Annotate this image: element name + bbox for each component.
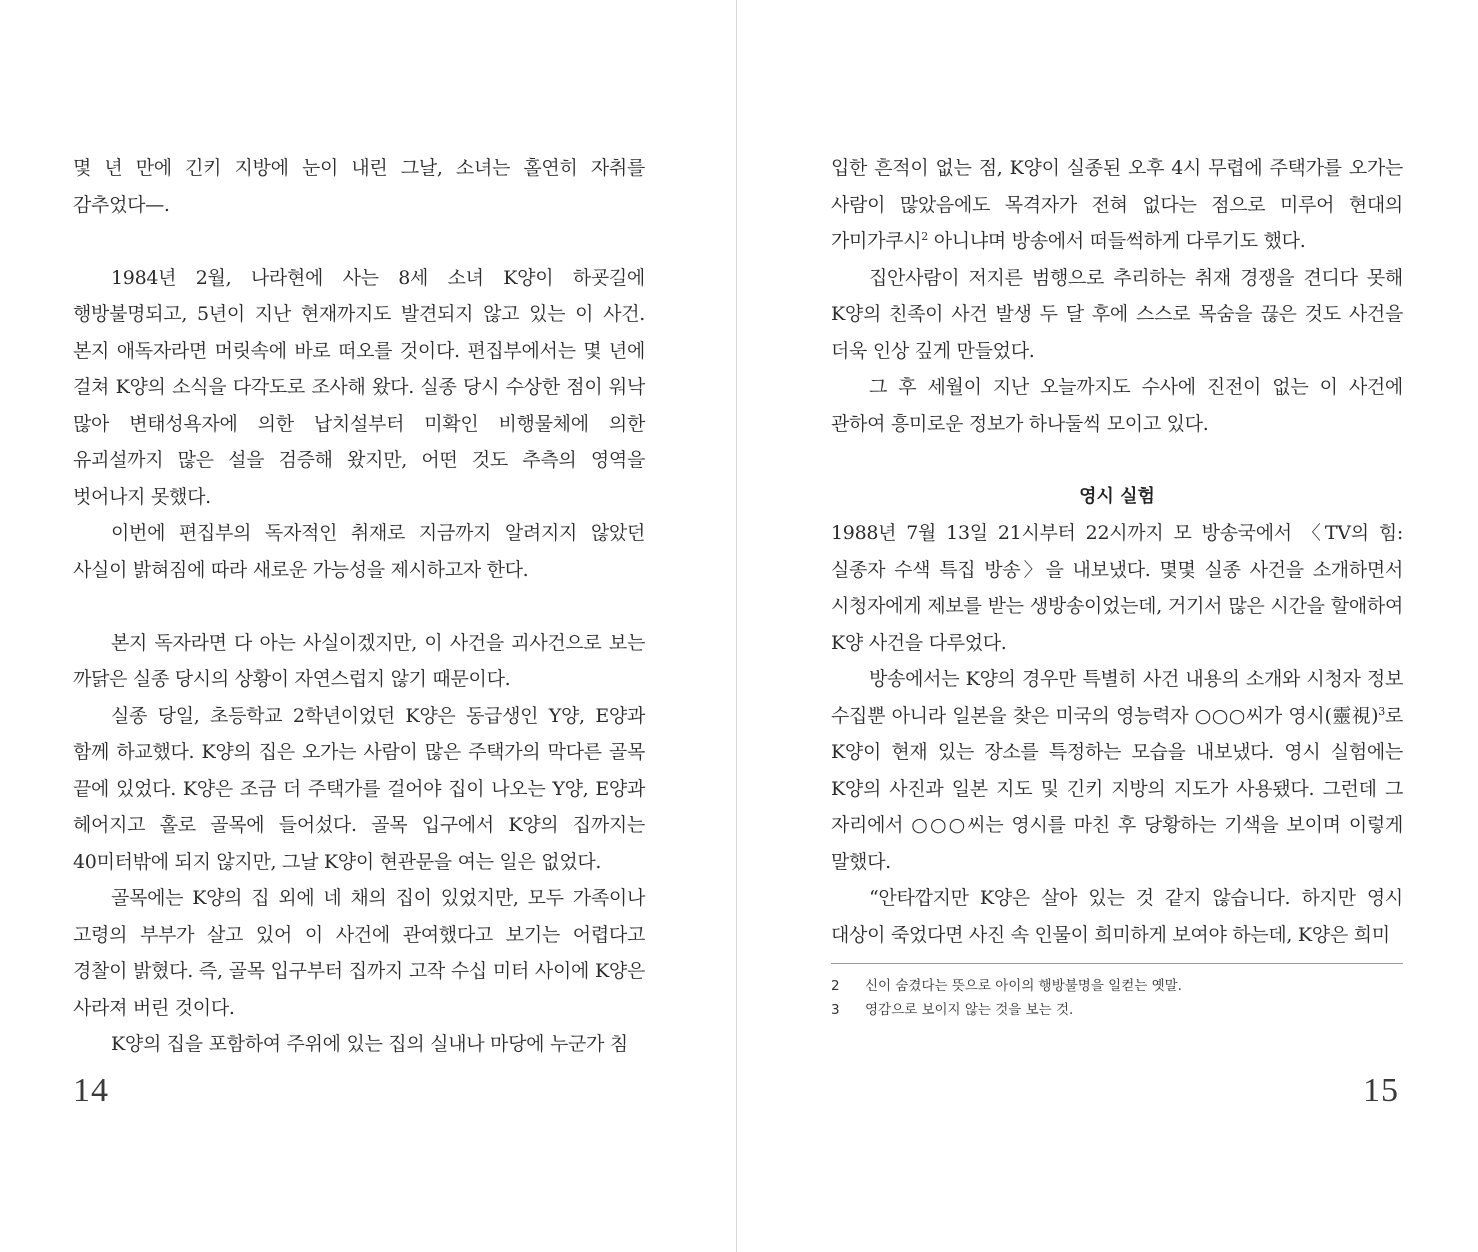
paragraph-text: 방송에서는 K양의 경우만 특별히 사건 내용의 소개와 시청자 정보 수집뿐 아니라 일본을 찾은 미국의 영능력자 ○○○씨가 영시(靈視) — [831, 668, 1403, 727]
right-page — [831, 150, 1403, 1018]
footnote-number: 3 — [831, 1002, 840, 1018]
page-number: 14 — [73, 1072, 109, 1109]
footnotes — [831, 974, 1403, 1022]
paragraph: 실종 당일, 초등학교 2학년이었던 K양은 동급생인 Y양, E양과 함께 하교했다. K양의 집은 오가는 사람이 많은 주택가의 막다른 골목 끝에 있었다. K양은 조금 더 주택가를 걸어야 집이 나오는 Y양, E양과 헤어지고 홀로 골목에 들어섰다. 골목 입구에서 K양의 집까지는 40미터밖에 되지 않지만, 그날 K양이 현관문을 여는 일은 없었다. — [73, 704, 645, 873]
footnote-text: 신이 숨겼다는 뜻으로 아이의 행방불명을 일컫는 옛말. — [865, 978, 1182, 994]
paragraph: 집안사람이 저지른 범행으로 추리하는 취재 경쟁을 견디다 못해 K양의 친족이 사건 발생 두 달 후에 스스로 목숨을 끊은 것도 사건을 더욱 인상 깊게 만들었다. — [831, 266, 1403, 362]
footnote — [831, 974, 1403, 998]
footnote-number: 2 — [831, 978, 840, 994]
paragraph: 이번에 편집부의 독자적인 취재로 지금까지 알려지지 않았던 사실이 밝혀짐에 따라 새로운 가능성을 제시하고자 한다. — [73, 522, 645, 581]
paragraph: 몇 년 만에 긴키 지방에 눈이 내린 그날, 소녀는 홀연히 자취를 감추었다—. — [73, 157, 645, 216]
blank-line — [831, 442, 1403, 479]
paragraph-text: 아니냐며 방송에서 떠들썩하게 다루기도 했다. — [927, 230, 1306, 252]
footnote-divider — [831, 963, 1403, 964]
paragraph-text: 입한 흔적이 없는 점, K양이 실종된 오후 4시 무렵에 주택가를 오가는 사람이 많았음에도 목격자가 전혀 없다는 점으로 미루어 현대의 가미가쿠시 — [831, 157, 1403, 252]
paragraph: 1988년 7월 13일 21시부터 22시까지 모 방송국에서 〈TV의 힘: 실종자 수색 특집 방송〉을 내보냈다. 몇몇 실종 사건을 소개하면서 시청자에게 제보를 받는 생방송이었는데, 거기서 많은 시간을 할애하여 K양 사건을 다루었다. — [831, 522, 1403, 654]
paragraph: 그 후 세월이 지난 오늘까지도 수사에 진전이 없는 이 사건에 관하여 흥미로운 정보가 하나둘씩 모이고 있다. — [831, 376, 1403, 435]
paragraph — [831, 150, 1403, 260]
blank-line — [73, 588, 645, 625]
footnote-ref: 3 — [1378, 704, 1385, 718]
page-gutter — [736, 0, 737, 1252]
page-number: 15 — [1363, 1072, 1399, 1109]
paragraph: 본지 독자라면 다 아는 사실이겠지만, 이 사건을 괴사건으로 보는 까닭은 실종 당시의 상황이 자연스럽지 않기 때문이다. — [73, 631, 645, 690]
footnote-ref: 2 — [921, 230, 928, 243]
paragraph: “안타깝지만 K양은 살아 있는 것 같지 않습니다. 하지만 영시 대상이 죽었다면 사진 속 인물이 희미하게 보여야 하는데, K양은 희미 — [831, 887, 1403, 946]
footnote-text: 영감으로 보이지 않는 것을 보는 것. — [865, 1002, 1074, 1018]
paragraph-text: 로 K양이 현재 있는 장소를 특정하는 모습을 내보냈다. 영시 실험에는 K양의 사진과 일본 지도 및 긴키 지방의 지도가 사용됐다. 그런데 그 자리에서 ○○○씨는 영시를 마친 후 당황하는 기색을 보이며 이렇게 말했다. — [831, 704, 1403, 873]
left-page — [73, 150, 645, 1063]
paragraph: 골목에는 K양의 집 외에 네 채의 집이 있었지만, 모두 가족이나 고령의 부부가 살고 있어 이 사건에 관여했다고 보기는 어렵다고 경찰이 밝혔다. 즉, 골목 입구부터 집까지 고작 수십 미터 사이에 K양은 사라져 버린 것이다. — [73, 887, 645, 1019]
paragraph — [831, 661, 1403, 880]
footnote — [831, 998, 1403, 1022]
blank-line — [73, 223, 645, 260]
section-heading: 영시 실험 — [1079, 485, 1155, 507]
paragraph: 1984년 2월, 나라현에 사는 8세 소녀 K양이 하굣길에 행방불명되고, 5년이 지난 현재까지도 발견되지 않고 있는 이 사건. 본지 애독자라면 머릿속에 바로 떠오를 것이다. 편집부에서는 몇 년에 걸쳐 K양의 소식을 다각도로 조사해 왔다. 실종 당시 수상한 점이 워낙 많아 변태성욕자에 의한 납치설부터 미확인 비행물체에 의한 유괴설까지 많은 설을 검증해 왔지만, 어떤 것도 추측의 영역을 벗어나지 못했다. — [73, 266, 645, 508]
paragraph: K양의 집을 포함하여 주위에 있는 집의 실내나 마당에 누군가 침 — [111, 1033, 628, 1055]
